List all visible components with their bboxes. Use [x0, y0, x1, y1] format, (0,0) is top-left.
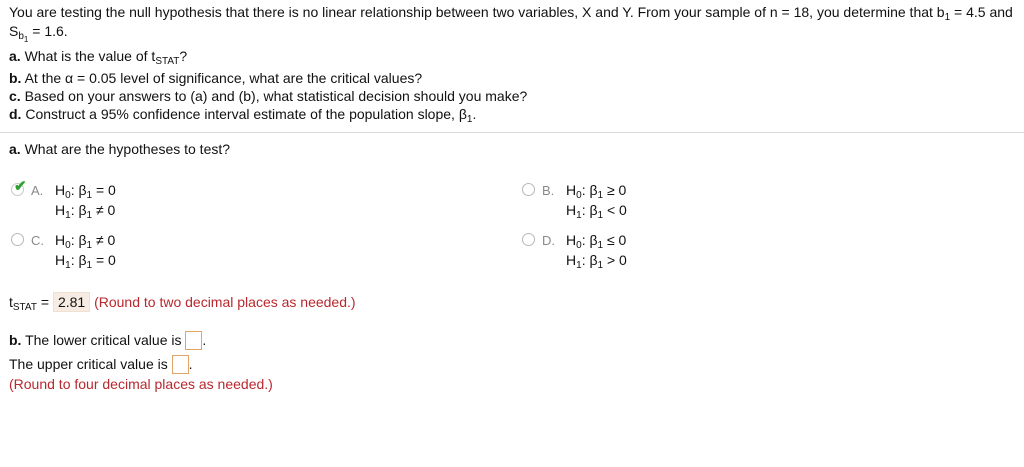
h1-label: H: [55, 202, 66, 218]
h0-rel: : β: [581, 182, 598, 198]
problem-intro: [9, 4, 1013, 23]
h0-label: H: [55, 232, 66, 248]
h0-beta-sub: 1: [597, 240, 604, 251]
h1-sub: 1: [65, 260, 71, 271]
h0-beta-sub: 1: [86, 240, 93, 251]
h0-rel: : β: [70, 232, 87, 248]
h1-rel: : β: [581, 252, 598, 268]
qb-prefix: b.: [9, 70, 22, 86]
intro-end: = 4.5 and: [950, 4, 1013, 20]
h1-beta-sub: 1: [597, 260, 604, 271]
sb-label: S: [9, 23, 19, 39]
qc-prefix: c.: [9, 88, 21, 104]
option-a-h0: [55, 182, 116, 201]
lower-critical-text: The lower critical value is: [21, 332, 182, 348]
qa-end: ?: [179, 48, 188, 64]
tstat-label: t: [9, 294, 13, 310]
radio-option-d[interactable]: [522, 233, 535, 246]
h1-end: ≠ 0: [92, 202, 116, 218]
tstat-line: [9, 292, 356, 313]
part-a-text: What are the hypotheses to test?: [20, 141, 231, 157]
h0-sub: 0: [576, 240, 582, 251]
qa-prefix: a.: [9, 48, 21, 64]
qa-sub: STAT: [155, 56, 180, 67]
h1-rel: : β: [581, 202, 598, 218]
question-d: [9, 106, 476, 125]
section-divider: [0, 132, 1024, 133]
qc-text: Based on your answers to (a) and (b), what statistical decision should you make?: [20, 88, 528, 104]
h0-rel: : β: [70, 182, 87, 198]
h0-end: ≥ 0: [603, 182, 627, 198]
h0-sub: 0: [576, 190, 582, 201]
lower-critical-input[interactable]: [185, 331, 202, 350]
option-d-letter: D.: [542, 233, 555, 248]
sb-value: = 1.6.: [28, 23, 68, 39]
h0-beta-sub: 1: [86, 190, 93, 201]
qa-text: What is the value of t: [20, 48, 156, 64]
sb-sub-b: b: [18, 31, 24, 42]
sb-subsub: 1: [23, 35, 29, 44]
lower-period: .: [202, 332, 207, 348]
h1-sub: 1: [65, 210, 71, 221]
question-a: [9, 48, 187, 67]
question-b: [9, 70, 422, 86]
h0-sub: 0: [65, 240, 71, 251]
h0-label: H: [566, 182, 577, 198]
tstat-equals: =: [36, 294, 53, 310]
h0-end: ≤ 0: [603, 232, 627, 248]
radio-option-b[interactable]: [522, 183, 535, 196]
part-b-prefix: b.: [9, 332, 22, 348]
intro-text: You are testing the null hypothesis that there is no linear relationship between two variables, X and Y. From your sample of n = 18, you determine that b: [9, 4, 945, 20]
qb-text: At the α = 0.05 level of significance, what are the critical values?: [21, 70, 423, 86]
h0-label: H: [566, 232, 577, 248]
lower-critical-line: [9, 331, 206, 350]
h1-end: < 0: [603, 202, 627, 218]
h1-label: H: [55, 252, 66, 268]
tstat-sub: STAT: [12, 302, 37, 313]
radio-option-c[interactable]: [11, 233, 24, 246]
option-d-h0: [566, 232, 626, 251]
upper-critical-text: The upper critical value is: [9, 356, 168, 372]
h0-beta-sub: 1: [597, 190, 604, 201]
tstat-answer[interactable]: 2.81: [53, 292, 90, 312]
option-a-h1: [55, 202, 115, 221]
question-c: [9, 88, 527, 104]
option-d-h1: [566, 252, 627, 271]
upper-period: .: [188, 356, 193, 372]
h1-label: H: [566, 202, 577, 218]
h1-label: H: [566, 252, 577, 268]
h0-end: = 0: [92, 182, 116, 198]
h1-sub: 1: [576, 210, 582, 221]
h1-end: > 0: [603, 252, 627, 268]
option-c-letter: C.: [31, 233, 44, 248]
h1-beta-sub: 1: [597, 210, 604, 221]
h1-end: = 0: [92, 252, 116, 268]
qd-prefix: d.: [9, 106, 22, 122]
checkmark-icon: ✔: [14, 178, 27, 195]
part-a-prefix: a.: [9, 141, 21, 157]
intro-sub: 1: [944, 12, 951, 23]
h1-beta-sub: 1: [86, 260, 93, 271]
option-c-h0: [55, 232, 115, 251]
h0-rel: : β: [581, 232, 598, 248]
h0-end: ≠ 0: [92, 232, 116, 248]
tstat-hint: (Round to two decimal places as needed.): [94, 294, 356, 310]
qd-end: .: [472, 106, 477, 122]
h1-rel: : β: [70, 202, 87, 218]
option-b-h1: [566, 202, 627, 221]
option-b-letter: B.: [542, 183, 555, 198]
h1-rel: : β: [70, 252, 87, 268]
h1-beta-sub: 1: [86, 210, 93, 221]
qd-sub: 1: [466, 114, 473, 125]
qd-text: Construct a 95% confidence interval estimate of the population slope, β: [21, 106, 467, 122]
h1-sub: 1: [576, 260, 582, 271]
sb-sub: [18, 31, 28, 42]
sb-line: [9, 23, 68, 44]
upper-critical-input[interactable]: [172, 355, 189, 374]
part-a-prompt: [9, 141, 230, 157]
part-b-hint: (Round to four decimal places as needed.): [9, 376, 273, 392]
option-a-letter: A.: [31, 183, 44, 198]
option-c-h1: [55, 252, 116, 271]
h0-sub: 0: [65, 190, 71, 201]
upper-critical-line: [9, 355, 193, 374]
option-b-h0: [566, 182, 626, 201]
h0-label: H: [55, 182, 66, 198]
